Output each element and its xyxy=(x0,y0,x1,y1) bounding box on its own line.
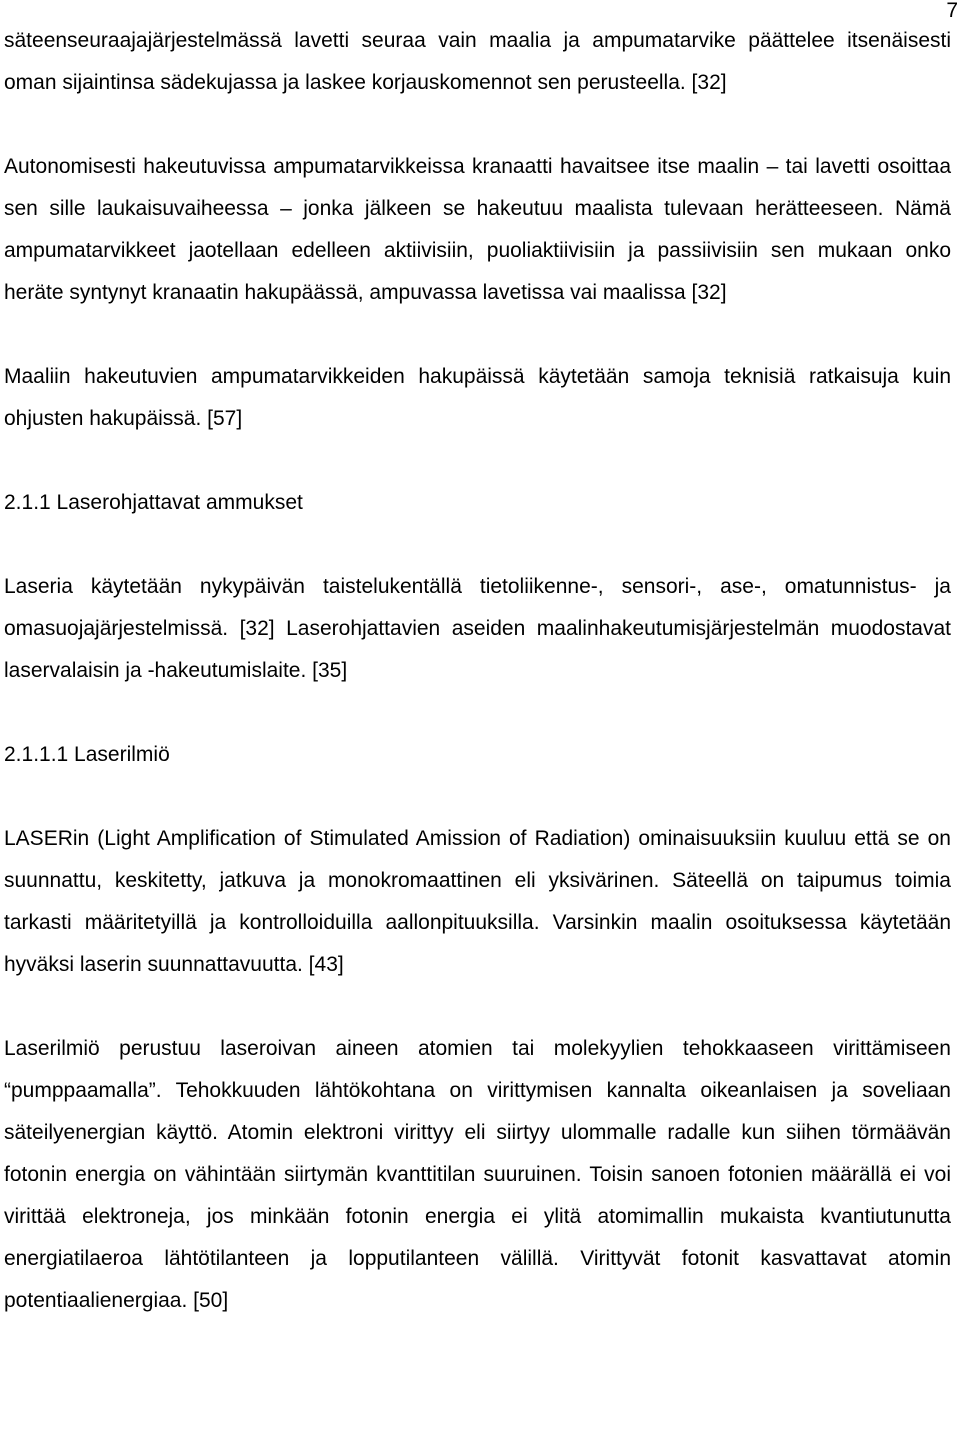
paragraph-autonomous-homing: Autonomisesti hakeutuvissa ampumatarvikkeissa kranaatti havaitsee itse maalin – tai lavetti osoittaa sen sille laukaisuvaiheessa – jonka jälkeen se hakeutuu maalista tulevaan herätteeseen. Nämä ampumatarvikkeet jaotellaan edelleen aktiivisiin, puoliaktiivisiin ja passiivisiin sen mukaan onko heräte syntynyt kranaatin hakupäässä, ampuvassa lavetissa vai maalissa [32] xyxy=(4,155,951,304)
section-heading-laser-guided: 2.1.1 Laserohjattavat ammukset xyxy=(4,491,303,514)
paragraph-laser-excitation: Laserilmiö perustuu laseroivan aineen atomien tai molekyylien tehokkaaseen virittämiseen “pumppaamalla”. Tehokkuuden lähtökohtana on virittymisen kannalta oikeanlaisen ja soveliaan säteilyenergian käyttö. Atomin elektroni virittyy eli siirtyy ulommalle radalle kun siihen törmäävän fotonin energia on vähintään siirtymän kvanttitilan suuruinen. Toisin sanoen fotonien määrällä ei voi virittää elektroneja, jos minkään fotonin energia ei ylitä atomimallin mukaista kvantiutunutta energiatilaeroa lähtötilanteen ja lopputilanteen välillä. Virittyvät fotonit kasvattavat atomin potentiaalienergiaa. [50] xyxy=(4,1037,951,1312)
paragraph-seeker-heads: Maaliin hakeutuvien ampumatarvikkeiden hakupäissä käytetään samoja teknisiä ratkaisuja kuin ohjusten hakupäissä. [57] xyxy=(4,365,951,430)
paragraph-laser-use: Laseria käytetään nykypäivän taistelukentällä tietoliikenne-, sensori-, ase-, omatunnistus- ja omasuojajärjestelmissä. [32] Laserohjattavien aseiden maalinhakeutumisjärjestelmän muodostavat laservalaisin ja -hakeutumislaite. [35] xyxy=(4,575,951,682)
section-heading-laser-phenomenon: 2.1.1.1 Laserilmiö xyxy=(4,743,170,766)
page-number: 7 xyxy=(946,0,958,22)
document-body xyxy=(4,20,951,1364)
paragraph-beam-riding: säteenseuraajajärjestelmässä lavetti seuraa vain maalia ja ampumatarvike päättelee itsenäisesti oman sijaintinsa sädekujassa ja laskee korjauskomennot sen perusteella. [32] xyxy=(4,29,951,94)
paragraph-laser-properties: LASERin (Light Amplification of Stimulated Amission of Radiation) ominaisuuksiin kuuluu että se on suunnattu, keskitetty, jatkuva ja monokromaattinen eli yksivärinen. Säteellä on taipumus toimia tarkasti määritetyillä ja kontrolloiduilla aallonpituuksilla. Varsinkin maalin osoituksessa käytetään hyväksi laserin suunnattavuutta. [43] xyxy=(4,827,951,976)
